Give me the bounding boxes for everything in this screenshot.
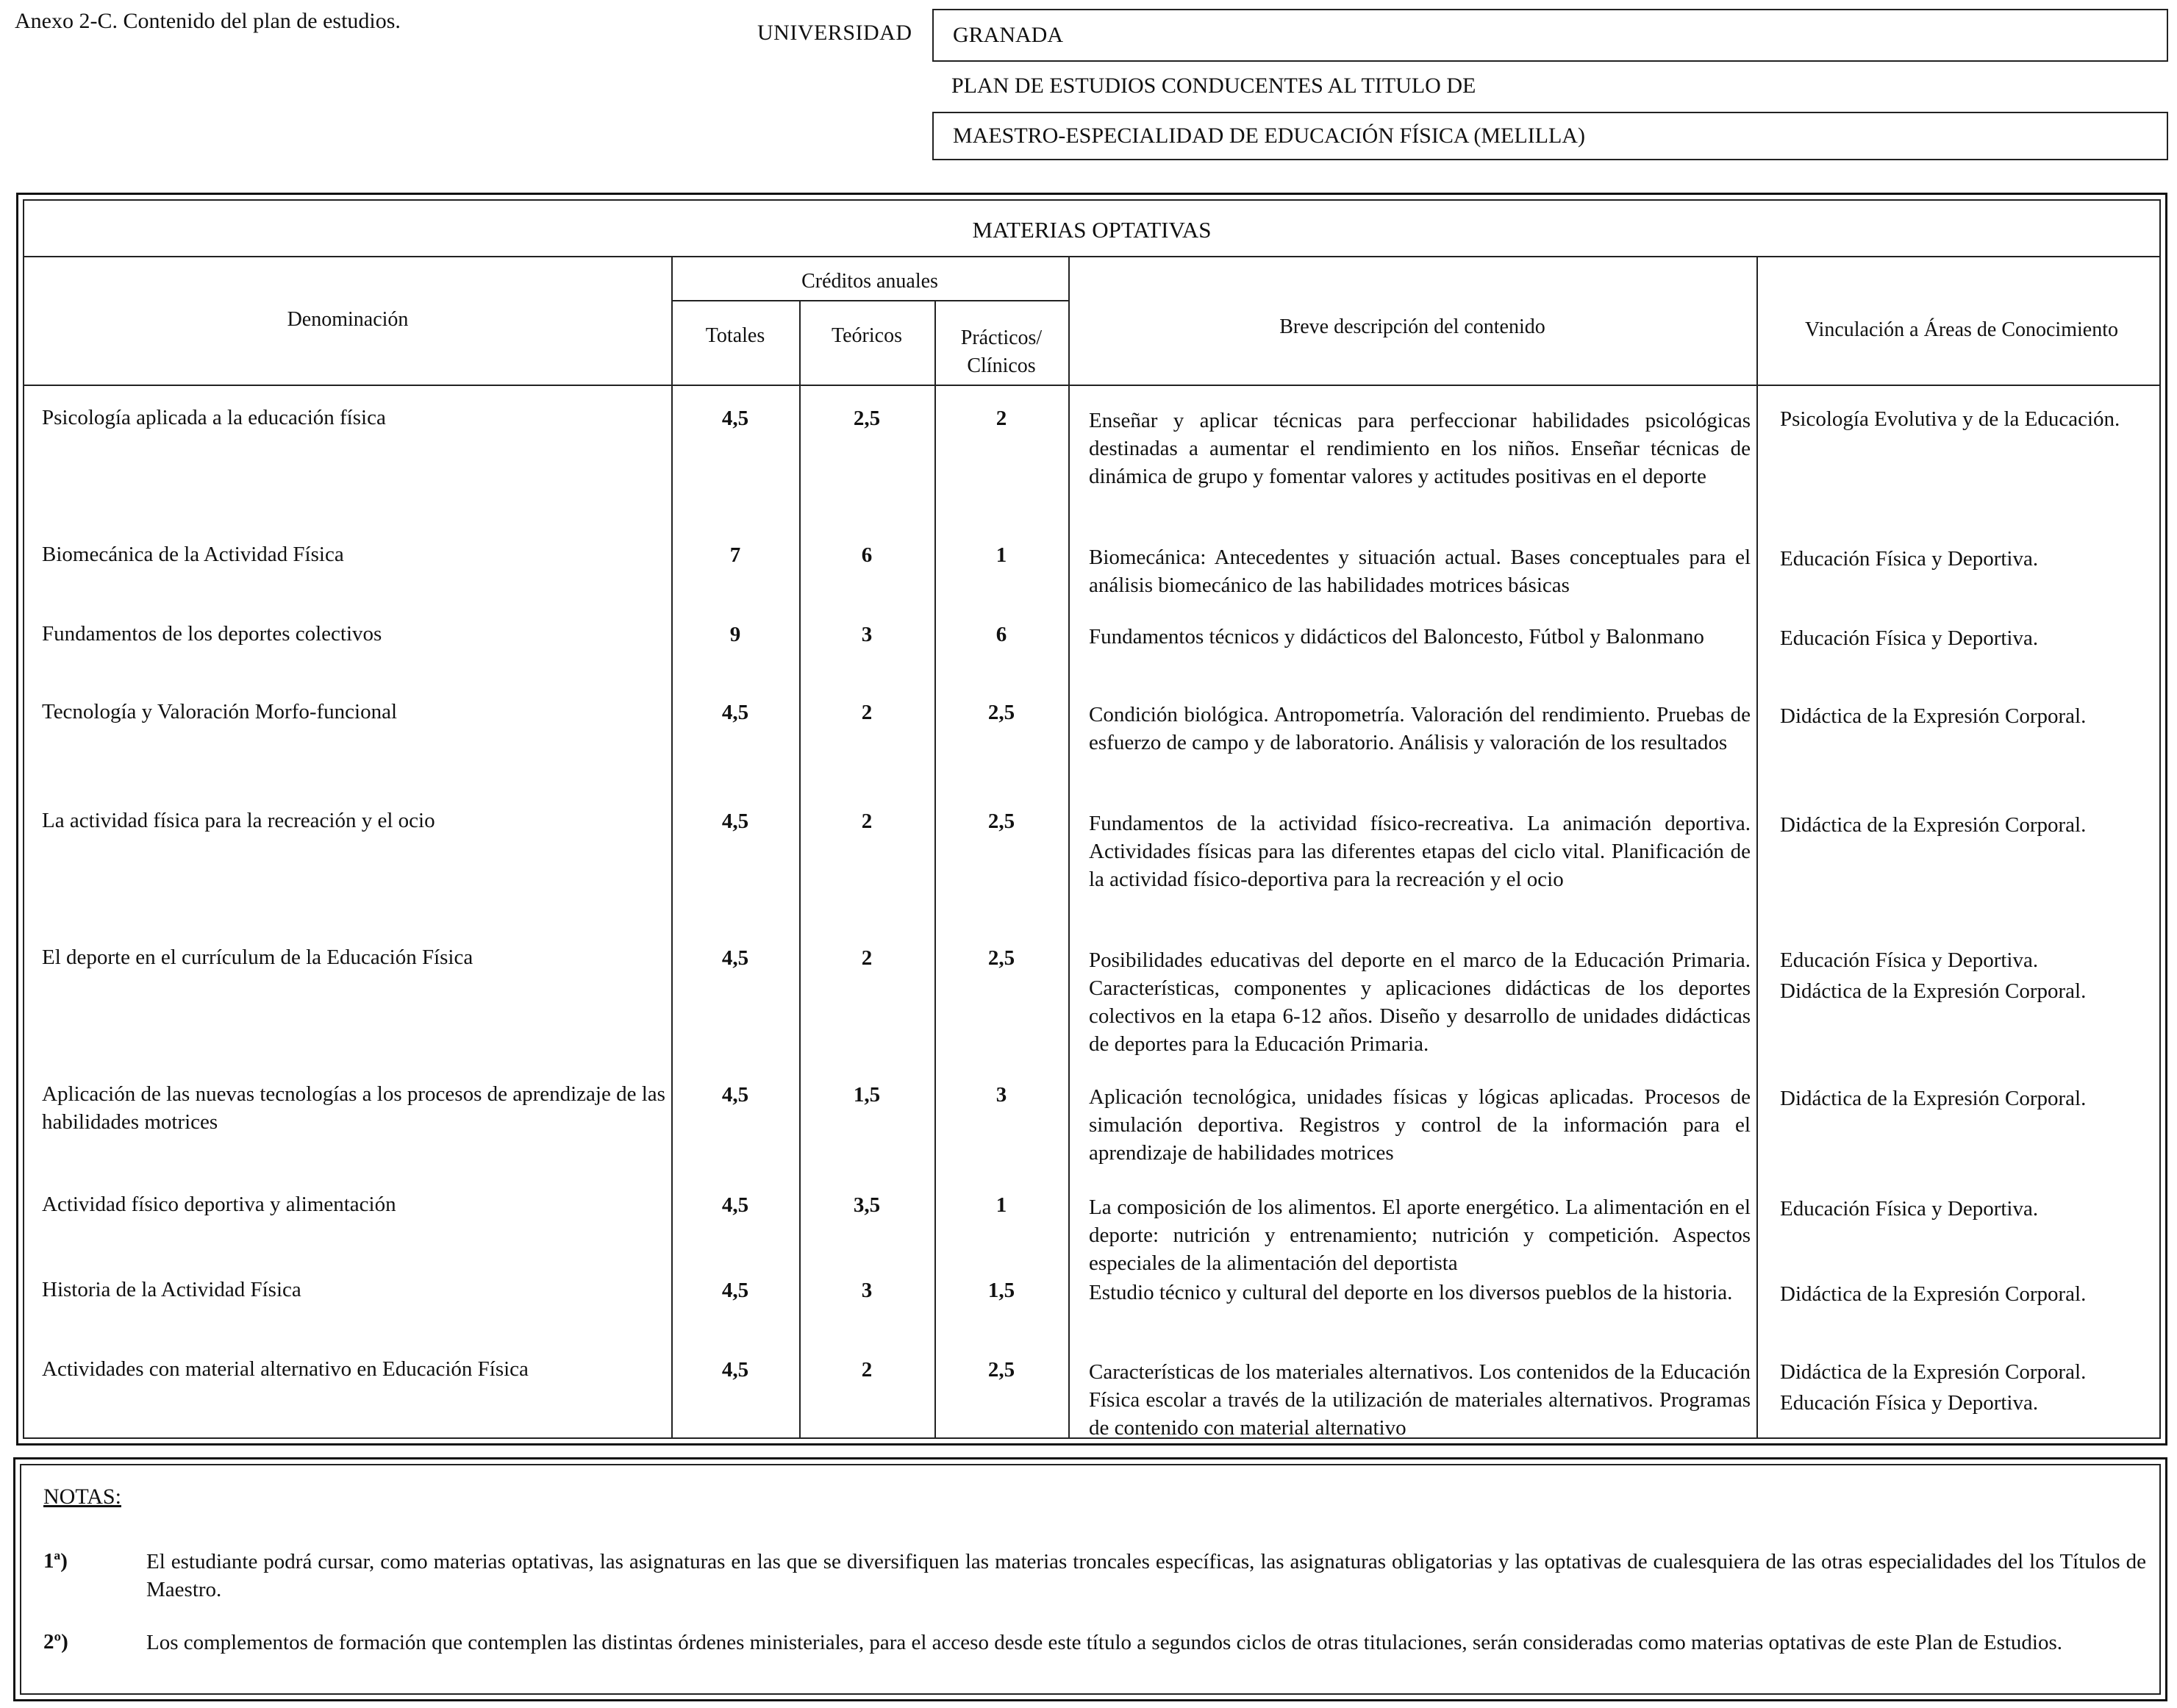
row-theory: 3,5: [853, 1193, 881, 1217]
row-description: La composición de los alimentos. El aporte energético. La alimentación en el deporte: nutrición y entrenamiento; nutrición y competición. Aspectos especiales de la alimentación del deportista: [1089, 1196, 1751, 1275]
row-name: Fundamentos de los deportes colectivos: [42, 622, 382, 646]
row-area: [1780, 1357, 2177, 1418]
row-theory: 6: [861, 543, 873, 567]
row-name: La actividad física para la recreación y el ocio: [42, 809, 435, 832]
note-text: El estudiante podrá cursar, como materias optativas, las asignaturas en las que se diversifiquen las materias troncales específicas, las asignaturas obligatorias y las optativas de cualesquiera de las otras especialidades del los Títulos de Maestro.: [146, 1550, 2146, 1601]
section-title: MATERIAS OPTATIVAS: [972, 217, 1212, 243]
row-name: Psicología aplicada a la educación física: [42, 406, 386, 429]
col-divider-5: [1756, 256, 1758, 1437]
header-practice: [934, 324, 1068, 380]
row-total: 4,5: [721, 701, 749, 724]
row-description: Fundamentos de la actividad físico-recreativa. La animación deportiva. Actividades físicas para las diferentes etapas del ciclo vital. Planificación de la actividad físico-deportiva para la recreación y el ocio: [1089, 812, 1751, 891]
row-area: Educación Física y Deportiva.: [1780, 547, 2039, 571]
row-theory: 2: [861, 1358, 873, 1382]
header-name: Denominación: [287, 308, 409, 331]
row-area-line-2: Educación Física y Deportiva.: [1780, 1391, 2039, 1415]
row-total: 4,5: [721, 1083, 749, 1107]
row-description: Características de los materiales alternativos. Los contenidos de la Educación Física escolar a través de la utilización de materiales alternativos. Programas de contenido con material alternativo: [1089, 1360, 1751, 1440]
credits-divider: [671, 300, 1068, 301]
row-theory: 1,5: [853, 1083, 881, 1107]
header-total: Totales: [705, 324, 765, 347]
row-name: Actividades con material alternativo en Educación Física: [42, 1357, 529, 1381]
row-total: 4,5: [721, 1279, 749, 1302]
row-description: Biomecánica: Antecedentes y situación actual. Bases conceptuales para el análisis biomecánico de las habilidades motrices básicas: [1089, 546, 1751, 597]
row-theory: 3: [861, 1279, 873, 1302]
row-theory: 2,5: [853, 407, 881, 430]
row-theory: 2: [861, 810, 873, 833]
annex-title: Anexo 2-C. Contenido del plan de estudios.: [15, 9, 401, 33]
row-name: Tecnología y Valoración Morfo-funcional: [42, 700, 398, 723]
row-description: Condición biológica. Antropometría. Valoración del rendimiento. Pruebas de esfuerzo de campo y de laboratorio. Análisis y valoración de los resultados: [1089, 703, 1751, 754]
row-name: El deporte en el currículum de la Educación Física: [42, 946, 473, 969]
row-practice: 1: [995, 543, 1007, 567]
header-credits: Créditos anuales: [801, 270, 938, 293]
row-area: Psicología Evolutiva y de la Educación.: [1780, 407, 2120, 431]
row-practice: 3: [995, 1083, 1007, 1107]
note-number: 2º): [43, 1630, 68, 1654]
degree-title-value: MAESTRO-ESPECIALIDAD DE EDUCACIÓN FÍSICA (MELILLA): [953, 124, 1585, 148]
row-total: 4,5: [721, 810, 749, 833]
header-areas: Vinculación a Áreas de Conocimiento: [1805, 318, 2118, 341]
note-number: 1ª): [43, 1549, 68, 1573]
col-divider-1: [671, 256, 673, 1437]
header-description: Breve descripción del contenido: [1279, 315, 1545, 338]
degree-title-field: [932, 112, 2168, 160]
row-area: Didáctica de la Expresión Corporal.: [1780, 813, 2087, 837]
row-area: Educación Física y Deportiva.: [1780, 626, 2039, 650]
row-total: 7: [729, 543, 741, 567]
row-name: Historia de la Actividad Física: [42, 1278, 301, 1301]
optional-subjects-table: [16, 193, 2167, 1446]
row-practice: 2,5: [987, 810, 1015, 833]
row-description: Fundamentos técnicos y didácticos del Baloncesto, Fútbol y Balonmano: [1089, 625, 1704, 648]
row-total: 9: [729, 623, 741, 646]
row-total: 4,5: [721, 407, 749, 430]
notes-title: NOTAS:: [43, 1484, 121, 1509]
row-name: Biomecánica de la Actividad Física: [42, 543, 344, 566]
row-description: Enseñar y aplicar técnicas para perfeccionar habilidades psicológicas destinadas a aumentar el rendimiento en los niños. Enseñar técnicas de dinámica de grupo y fomentar valores y actitudes positivas en el deporte: [1089, 409, 1751, 488]
row-theory: 2: [861, 701, 873, 724]
row-area: Didáctica de la Expresión Corporal.: [1780, 704, 2087, 728]
row-total: 4,5: [721, 1193, 749, 1217]
header-divider-top: [24, 256, 2159, 257]
row-practice: 2: [995, 407, 1007, 430]
row-total: 4,5: [721, 946, 749, 970]
row-theory: 2: [861, 946, 873, 970]
row-name: Aplicación de las nuevas tecnologías a los procesos de aprendizaje de las habilidades motrices: [42, 1082, 665, 1134]
row-description: Aplicación tecnológica, unidades físicas y lógicas aplicadas. Procesos de simulación deportiva. Registros y control de la información para el aprendizaje de habilidades motrices: [1089, 1085, 1751, 1165]
row-practice: 2,5: [987, 701, 1015, 724]
row-practice: 6: [995, 623, 1007, 646]
row-practice: 2,5: [987, 1358, 1015, 1382]
notes-inner-frame: [20, 1464, 2161, 1695]
plan-label: PLAN DE ESTUDIOS CONDUCENTES AL TITULO DE: [951, 74, 1476, 98]
col-divider-4: [1068, 256, 1070, 1437]
row-area-line-1: Didáctica de la Expresión Corporal.: [1780, 1360, 2087, 1384]
header-theory: Teóricos: [831, 324, 902, 347]
col-divider-2: [799, 300, 801, 1437]
row-area: [1780, 945, 2177, 1007]
university-label: UNIVERSIDAD: [757, 21, 912, 45]
header-divider-bottom: [24, 385, 2159, 386]
row-practice: 1: [995, 1193, 1007, 1217]
row-total: 4,5: [721, 1358, 749, 1382]
row-description: Posibilidades educativas del deporte en el marco de la Educación Primaria. Características, componentes y aplicaciones didácticas de los deportes colectivos en la etapa 6-12 años. Diseño y desarrollo de unidades didácticas de deportes para la Educación Primaria.: [1089, 948, 1751, 1056]
row-name: Actividad físico deportiva y alimentación: [42, 1193, 396, 1216]
col-divider-3: [934, 300, 936, 1437]
university-value: GRANADA: [953, 23, 1063, 47]
notes-section: [13, 1457, 2167, 1701]
row-theory: 3: [861, 623, 873, 646]
row-area: Didáctica de la Expresión Corporal.: [1780, 1282, 2087, 1306]
row-practice: 1,5: [987, 1279, 1015, 1302]
row-description: Estudio técnico y cultural del deporte en los diversos pueblos de la historia.: [1089, 1281, 1733, 1304]
header-practice-line-2: Clínicos: [967, 354, 1036, 377]
row-practice: 2,5: [987, 946, 1015, 970]
university-field: [932, 9, 2168, 62]
table-inner-frame: [23, 199, 2161, 1439]
row-area-line-2: Didáctica de la Expresión Corporal.: [1780, 979, 2087, 1003]
note-text: Los complementos de formación que contemplen las distintas órdenes ministeriales, para el acceso desde este título a segundos ciclos de otras titulaciones, serán consideradas como materias optativas de este Plan de Estudios.: [146, 1631, 2063, 1654]
row-area-line-1: Educación Física y Deportiva.: [1780, 948, 2039, 972]
row-area: Didáctica de la Expresión Corporal.: [1780, 1087, 2087, 1110]
row-area: Educación Física y Deportiva.: [1780, 1197, 2039, 1221]
header-practice-line-1: Prácticos/: [960, 326, 1043, 349]
